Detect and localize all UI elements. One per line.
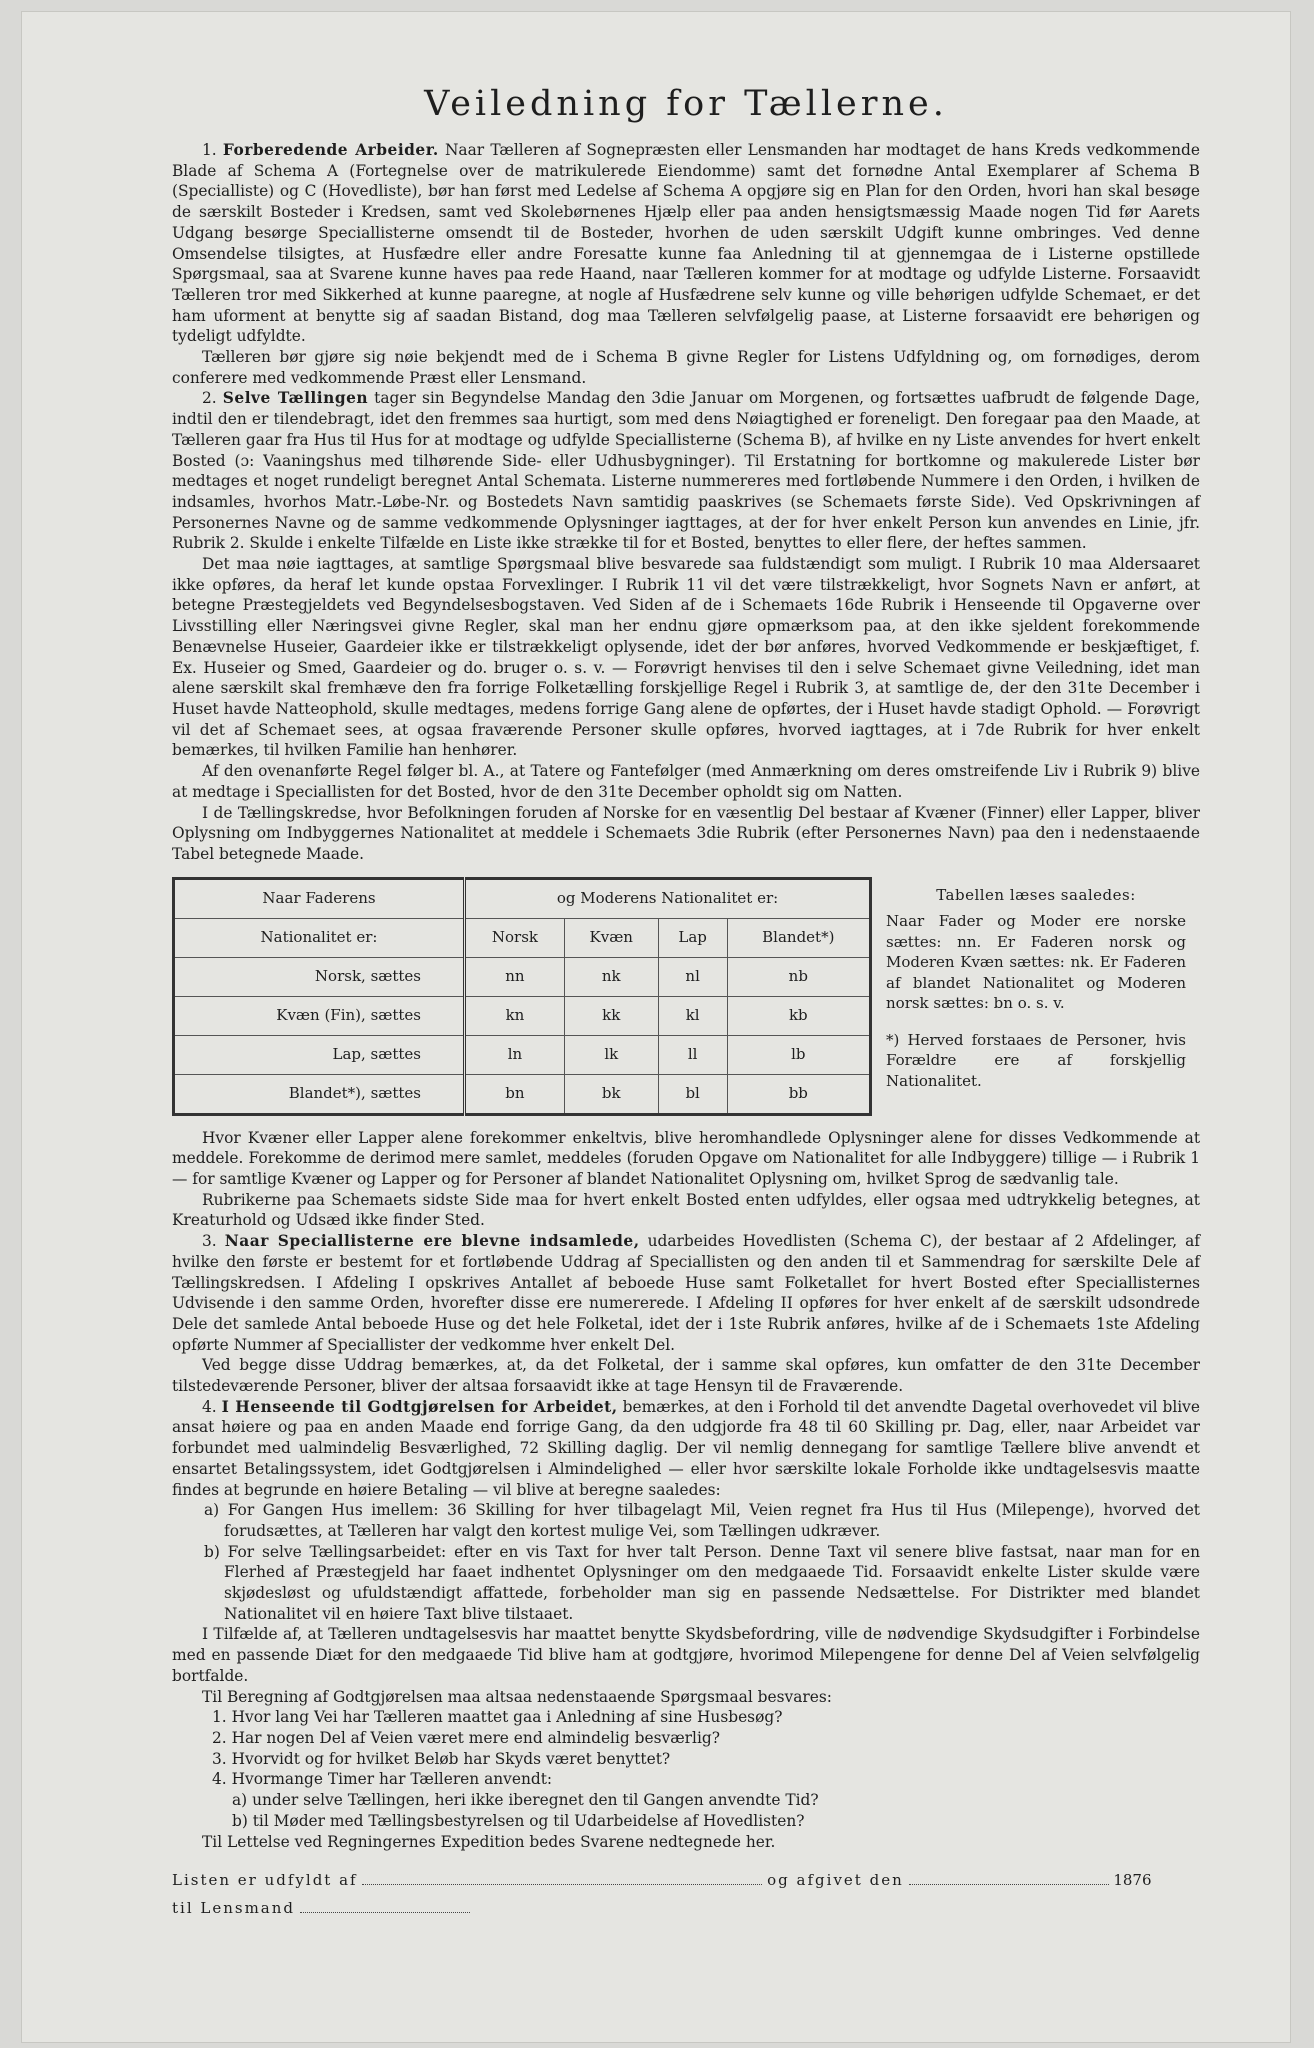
section-3-heading: Naar Speciallisterne ere blevne indsamlede, [224,1232,640,1251]
section-1-paragraph-1 [172,140,1200,347]
list-item: 1. Hvor lang Vei har Tælleren maattet gaa i Anledning af sine Husbesøg? [212,1708,783,1727]
year-label: 1876 [1113,1871,1152,1890]
row-label: Blandet*), sættes [174,1074,465,1114]
section-4-paragraph-2: I Tilfælde af, at Tælleren undtagelsesvis har maattet benytte Skydsbefordring, ville de nødvendige Skydsudgifter i Forbindelse med en passende Diæt for den medgaaede Tid blive ham at godtgjøre, hvorimod Milepengene for denne Del af Veien selvfølgelig bortfalde. [172,1625,1200,1685]
father-header-2: Nationalitet er: [174,918,465,957]
section-1-heading: Forberedende Arbeider. [222,141,439,159]
list-item: a) For Gangen Hus imellem: 36 Skilling for hver tilbagelagt Mil, Veien regnet fra Hus til Hus (Milepenge), hvorved det forudsættes, at Tælleren har valgt den kortest mulige Vei, som Tællingen udkræver. [204,1501,1200,1540]
col-header: Lap [658,918,727,957]
section-2-paragraph-6: Rubrikerne paa Schemaets sidste Side maa for hvert enkelt Bosted enten udfyldes, eller ogsaa med udtrykkelig betegnes, at Kreaturhold og Udsæd ikke finder Sted. [172,1190,1200,1230]
table-legend-caption: Tabellen læses saaledes: [936,885,1136,904]
table-cell: ll [658,1035,727,1074]
row-label: Lap, sættes [174,1035,465,1074]
section-1-paragraph-2: Tælleren bør gjøre sig nøie bekjendt med de i Schema B givne Regler for Listens Udfyldning og, om fornødiges, derom conferere med vedkommende Præst eller Lensmand. [172,348,1200,387]
document-body [172,82,1200,1922]
table-footnote: *) Herved forstaaes de Personer, hvis Forældre ere af forskjellig Nationalitet. [886,1030,1186,1090]
section-3-paragraph-1 [172,1231,1200,1355]
to-lensmand-label: til Lensmand [172,1899,296,1918]
col-header: Blandet*) [727,918,870,957]
section-4-number: 4. [202,1397,217,1416]
table-cell: bb [727,1074,870,1114]
section-2-paragraph-1 [172,388,1200,554]
section-4-paragraph-4: Til Lettelse ved Regningernes Expedition bedes Svarene nedtegnede her. [202,1832,776,1851]
table-cell: kb [727,996,870,1035]
table-cell: nk [564,957,658,996]
table-cell: nb [727,957,870,996]
list-item: 4. Hvormange Timer har Tælleren anvendt: [212,1770,553,1789]
filled-by-label: Listen er udfyldt af [172,1871,358,1890]
table-cell: ln [465,1035,565,1074]
table-cell: bl [658,1074,727,1114]
mother-header: og Moderens Nationalitet er: [465,878,871,918]
nationality-table [172,877,872,1116]
document-page [22,12,1290,2042]
section-1-number: 1. [202,141,217,159]
list-item: 2. Har nogen Del af Veien været mere end almindelig besværlig? [212,1729,720,1747]
filled-by-blank[interactable] [362,1872,762,1885]
section-4-heading: I Henseende til Godtgjørelsen for Arbeidet, [221,1397,618,1416]
table-cell: bk [564,1074,658,1114]
row-label: Norsk, sættes [174,957,465,996]
section-2-number: 2. [202,389,217,408]
table-cell: nn [465,957,565,996]
section-3-text-1: udarbeides Hovedlisten (Schema C), der bestaar af 2 Afdelinger, af hvilke den første er bestemt for et fortløbende Uddrag af Speciallisten og den anden til et Sammendrag for særskilte Dele af Tællingskredsen. I Afdeling I opskrives Antallet af beboede Huse samt Folketallet for hvert Bosted efter Speciallisternes Udvisende i den samme Orden, hvorefter disse ere numererede. I Afdeling II opføres for hver enkelt af de særskilt udsondrede Dele det samlede Antal beboede Huse og det hele Folketal, idet der i 1ste Rubrik anføres, hvilke af de i Schemaets 1ste Afdeling opførte Nummer af Speciallister der vedkomme hver enkelt Del. [172,1232,1200,1354]
col-header: Norsk [465,918,565,957]
lensmand-blank[interactable] [300,1900,470,1913]
list-item: b) For selve Tællingsarbeidet: efter en vis Taxt for hver talt Person. Denne Taxt vil senere blive fastsat, naar man for en Flerhed af Præstegjeld har faaet indhentet Oplysninger om den medgaaede Tid. Forsaavidt enkelte Lister skulde være skjødesløst og ufuldstændigt affattede, forbeholder man sig en passende Nedsættelse. For Distrikter med blandet Nationalitet vil en høiere Taxt blive tilstaaet. [204,1542,1200,1623]
table-cell: bn [465,1074,565,1114]
payment-list [172,1500,1200,1624]
row-label: Kvæn (Fin), sættes [174,996,465,1035]
table-cell: nl [658,957,727,996]
section-2-text-1: tager sin Begyndelse Mandag den 3die Januar om Morgenen, og fortsættes uafbrudt de følgende Dage, indtil den er tilendebragt, idet den fremmes saa hurtigt, som med dens Nøiagtighed er foreneligt. Den foregaar paa den Maade, at Tælleren gaar fra Hus til Hus for at modtage og udfylde Speciallisterne (Schema B), af hvilke en ny Liste anvendes for hvert enkelt Bosted (ɔ: Vaaningshus med tilhørende Side- eller Udhusbygninger). Til Erstatning for bortkomne og makulerede Lister bør medtages et noget rundeligt beregnet Antal Schemata. Listerne nummereres med fortløbende Nummere i den Orden, i hvilken de indsamles, hvorhos Matr.-Løbe-Nr. og Bostedets Navn samtidig paaskrives (se Schemaets første Side). Ved Opskrivningen af Personernes Navne og de samme vedkommende Oplysninger iagttages, at der for hver enkelt Person kun anvendes en Linie, jfr. Rubrik 2. Skulde i enkelte Tilfælde en Liste ikke strække til for et Bosted, benyttes to eller flere, der heftes sammen. [172,389,1200,553]
table-row [174,996,871,1035]
section-2-paragraph-2: Det maa nøie iagttages, at samtlige Spørgsmaal blive besvarede saa fuldstændigt som muligt. I Rubrik 10 maa Aldersaaret ikke opføres, da heraf let kunde opstaa Forvexlinger. I Rubrik 11 vil det være tilstrækkeligt, hvor Sognets Navn er anført, at betegne Præstegjeldets ved Begyndelsesbogstaven. Ved Siden af de i Schemaets 16de Rubrik i Henseende til Opgaverne over Livsstilling eller Næringsvei givne Regler, skal man her endnu gjøre opmærksom paa, at den ikke sjeldent forekommende Benævnelse Huseier, Gaardeier ikke er tilstrækkeligt oplysende, idet der bør anføres, hvorved Vedkommende er beskjæftiget, f. Ex. Huseier og Smed, Gaardeier og do. bruger o. s. v. — Forøvrigt henvises til den i selve Schemaet givne Veiledning, idet man alene særskilt skal fremhæve den fra forrige Folketælling forskjellige Regel i Rubrik 3, at samtlige de, der den 31te December i Huset havde Natteophold, skulle medtages, medens forrige Gang alene de opførtes, der i Huset havde stadigt Ophold. — Forøvrigt vil det af Schemaet sees, at ogsaa fraværende Personer skulle opføres, hvorved iagttages, at i 7de Rubrik for hver enkelt bemærkes, til hvilken Familie han henhører. [172,555,1200,760]
section-4-paragraph-1 [172,1397,1200,1501]
table-row [174,1035,871,1074]
signature-line-1 [172,1866,1200,1894]
table-legend-text: Naar Fader og Moder ere norske sættes: nn. Er Faderen norsk og Moderen Kvæn sættes: nk. Er Faderen af blandet Nationalitet og Moderen norsk sættes: bn o. s. v. [886,912,1186,1013]
list-item: b) til Møder med Tællingsbestyrelsen og til Udarbeidelse af Hovedlisten? [232,1811,805,1830]
signature-line-2 [172,1894,1200,1922]
table-cell: kn [465,996,565,1035]
table-row [174,1074,871,1114]
signature-block [172,1866,1200,1922]
section-1-text-1: Naar Tælleren af Sognepræsten eller Lensmanden har modtaget de hans Kreds vedkommende Blade af Schema A (Fortegnelse over de matrikulerede Eiendomme) samt det fornødne Antal Exemplarer af Schema B (Specialliste) og C (Hovedliste), bør han først med Ledelse af Schema A opgjøre sig en Plan for den Orden, hvori han skal besøge de særskilt Bosteder i Kredsen, samt ved Skolebørnenes Hjælp eller paa anden hensigtsmæssig Maade nogen Tid før Aarets Udgang besørge Speciallisterne omsendt til de Bosteder, hvorhen de uden særskilt Udgift kunne ombringes. Ved denne Omsendelse tilsigtes, at Husfædre eller andre Foresatte kunne faa Anledning til at gjennemgaa de i Listerne opstillede Spørgsmaal, saa at Svarene kunne haves paa rede Haand, naar Tælleren kommer for at modtage og udfylde Listerne. Forsaavidt Tælleren tror med Sikkerhed at kunne paaregne, at nogle af Husfædrene selv kunne og ville behørigen udfylde Schemaet, er det ham uforment at benytte sig af saadan Bistand, dog maa Tælleren selvfølgelig paase, at Listerne forsaavidt ere behørigen og tydeligt udfyldte. [172,141,1201,346]
col-header: Kvæn [564,918,658,957]
table-cell: kk [564,996,658,1035]
section-2-heading: Selve Tællingen [222,389,369,408]
section-4-paragraph-3: Til Beregning af Godtgjørelsen maa altsaa nedenstaaende Spørgsmaal besvares: [202,1687,832,1706]
page-title: Veiledning for Tællerne. [424,84,948,124]
table-cell: lb [727,1035,870,1074]
date-blank[interactable] [909,1872,1109,1885]
question-list [172,1707,1200,1831]
table-legend [886,877,1186,1092]
list-item: a) under selve Tællingen, heri ikke iberegnet den til Gangen anvendte Tid? [232,1791,819,1810]
table-row [174,957,871,996]
list-item: 3. Hvorvidt og for hvilket Beløb har Skyds været benyttet? [212,1749,671,1768]
nationality-table-block [172,877,1200,1116]
section-2-paragraph-4: I de Tællingskredse, hvor Befolkningen foruden af Norske for en væsentlig Del bestaar af Kvæner (Finner) eller Lapper, bliver Oplysning om Indbyggernes Nationalitet at meddele i Schemaets 3die Rubrik (efter Personernes Navn) paa den i nedenstaaende Tabel betegnede Maade. [172,803,1200,863]
section-3-number: 3. [202,1232,217,1251]
father-header-1: Naar Faderens [174,878,465,918]
section-2-paragraph-5: Hvor Kvæner eller Lapper alene forekommer enkeltvis, blive heromhandlede Oplysninger alene for disses Vedkommende at meddele. Forekomme de derimod mere samlet, meddeles (foruden Opgave om Nationalitet for alle Indbyggere) tillige — i Rubrik 1 — for samtlige Kvæner og Lapper og for Personer af blandet Nationalitet Oplysning om, hvilket Sprog de sædvanlig tale. [172,1128,1200,1189]
delivered-label: og afgivet den [767,1871,904,1890]
section-4-text-1: bemærkes, at den i Forhold til det anvendte Dagetal overhovedet vil blive ansat høiere og paa en anden Maade end forrige Gang, da den udgjorde fra 48 til 60 Skilling pr. Dag, eller, naar Arbeidet var forbundet med ualmindelig Besværlighed, 72 Skilling daglig. Der vil nemlig dennegang for samtlige Tællere blive anvendt et ensartet Betalingssystem, idet Godtgjørelsen i Almindelighed — eller hvor særskilte lokale Forholde ikke undtagelsesvis maatte findes at begrunde en høiere Betaling — vil blive at beregne saaledes: [172,1397,1200,1499]
section-2-paragraph-3: Af den ovenanførte Regel følger bl. A., at Tatere og Fantefølger (med Anmærkning om deres omstreifende Liv i Rubrik 9) blive at medtage i Speciallisten for det Bosted, hvor de den 31te December opholdt sig om Natten. [172,762,1200,801]
section-3-paragraph-2: Ved begge disse Uddrag bemærkes, at, da det Folketal, der i samme skal opføres, kun omfatter de den 31te December tilstedeværende Personer, bliver der altsaa forsaavidt ikke at tage Hensyn til de Fraværende. [172,1356,1200,1396]
table-cell: kl [658,996,727,1035]
table-cell: lk [564,1035,658,1074]
